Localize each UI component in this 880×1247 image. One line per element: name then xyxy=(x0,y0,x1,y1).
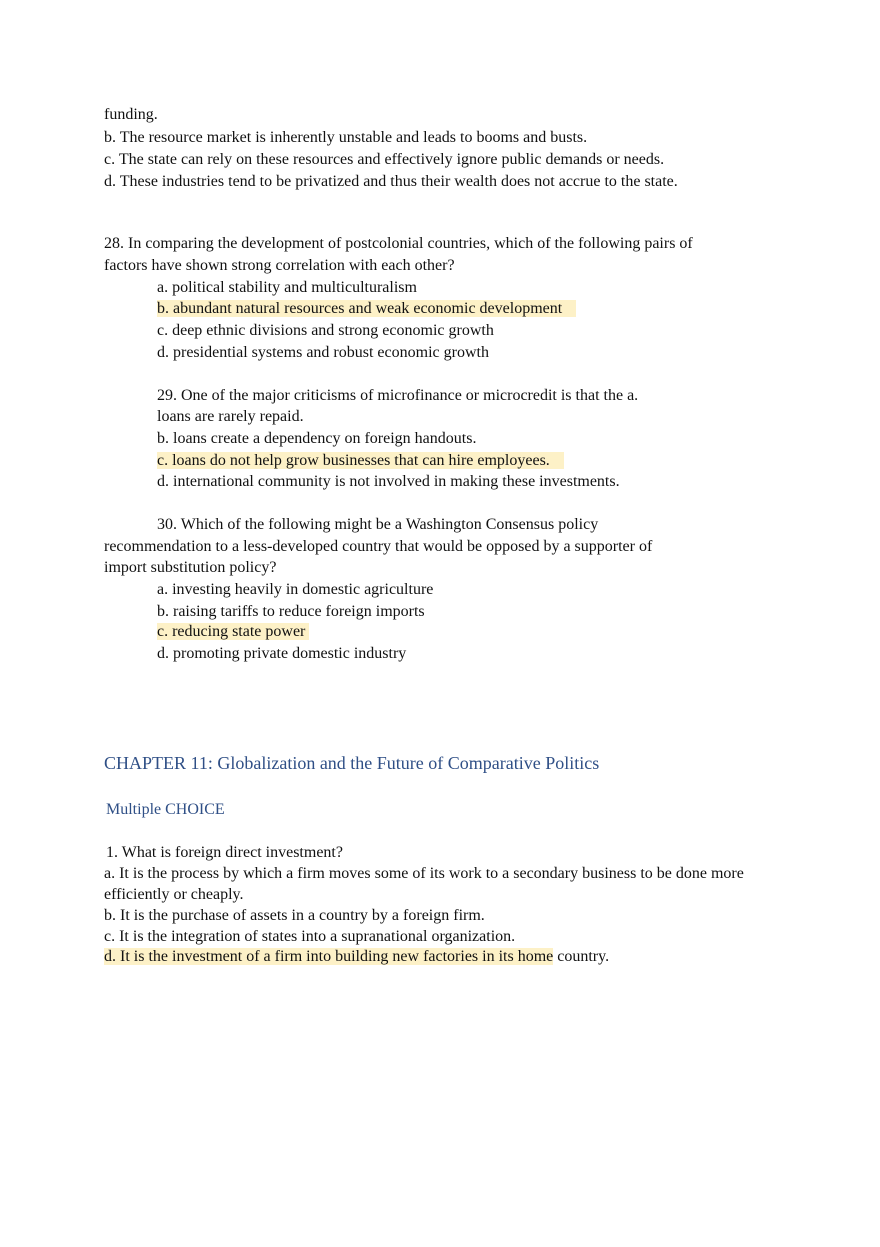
q27-option-b: b. The resource market is inherently unstable and leads to booms and busts. xyxy=(104,129,588,146)
answer-highlight: c. reducing state power xyxy=(157,623,309,640)
q29-stem-line1: 29. One of the major criticisms of microfinance or microcredit is that the a. xyxy=(157,387,639,404)
q30-stem-line1: 30. Which of the following might be a Washington Consensus policy xyxy=(157,516,599,533)
ch11-q1-option-b: b. It is the purchase of assets in a country by a foreign firm. xyxy=(104,907,485,924)
q29-stem-line2: loans are rarely repaid. xyxy=(157,408,304,425)
ch11-q1-option-a-line1: a. It is the process by which a firm moves some of its work to a secondary business to be done more xyxy=(104,865,744,882)
q29-option-c-highlighted xyxy=(157,451,564,471)
q29-option-b: b. loans create a dependency on foreign handouts. xyxy=(157,430,477,447)
q30-option-d: d. promoting private domestic industry xyxy=(157,645,407,662)
q28-option-b-highlighted xyxy=(157,299,576,319)
q30-option-b: b. raising tariffs to reduce foreign imports xyxy=(157,603,425,620)
q27-option-d: d. These industries tend to be privatized and thus their wealth does not accrue to the state. xyxy=(104,173,678,190)
q30-stem-line2: recommendation to a less-developed country that would be opposed by a supporter of xyxy=(104,538,653,555)
q29-option-d: d. international community is not involved in making these investments. xyxy=(157,473,620,490)
q27-continuation: funding. xyxy=(104,106,158,123)
chapter-title: CHAPTER 11: Globalization and the Future of Comparative Politics xyxy=(104,753,600,773)
q28-stem-line2: factors have shown strong correlation with each other? xyxy=(104,257,455,274)
ch11-q1-option-a-line2: efficiently or cheaply. xyxy=(104,886,244,903)
ch11-q1-option-d xyxy=(104,947,609,967)
ch11-q1-stem: 1. What is foreign direct investment? xyxy=(106,844,343,861)
q30-option-a: a. investing heavily in domestic agriculture xyxy=(157,581,434,598)
q30-stem-line3: import substitution policy? xyxy=(104,559,277,576)
q28-option-c: c. deep ethnic divisions and strong economic growth xyxy=(157,322,494,339)
q28-option-a: a. political stability and multiculturalism xyxy=(157,279,417,296)
ch11-q1-option-d-rest: country. xyxy=(553,948,610,965)
answer-highlight: b. abundant natural resources and weak economic development xyxy=(157,300,576,317)
answer-highlight: d. It is the investment of a firm into building new factories in its home xyxy=(104,948,554,965)
section-heading: Multiple CHOICE xyxy=(106,801,225,818)
q28-option-d: d. presidential systems and robust economic growth xyxy=(157,344,489,361)
ch11-q1-option-c: c. It is the integration of states into a supranational organization. xyxy=(104,928,516,945)
q30-option-c-highlighted xyxy=(157,622,309,642)
answer-highlight: c. loans do not help grow businesses that can hire employees. xyxy=(157,452,564,469)
q28-stem-line1: 28. In comparing the development of postcolonial countries, which of the following pairs of xyxy=(104,235,693,252)
q27-option-c: c. The state can rely on these resources and effectively ignore public demands or needs. xyxy=(104,151,665,168)
